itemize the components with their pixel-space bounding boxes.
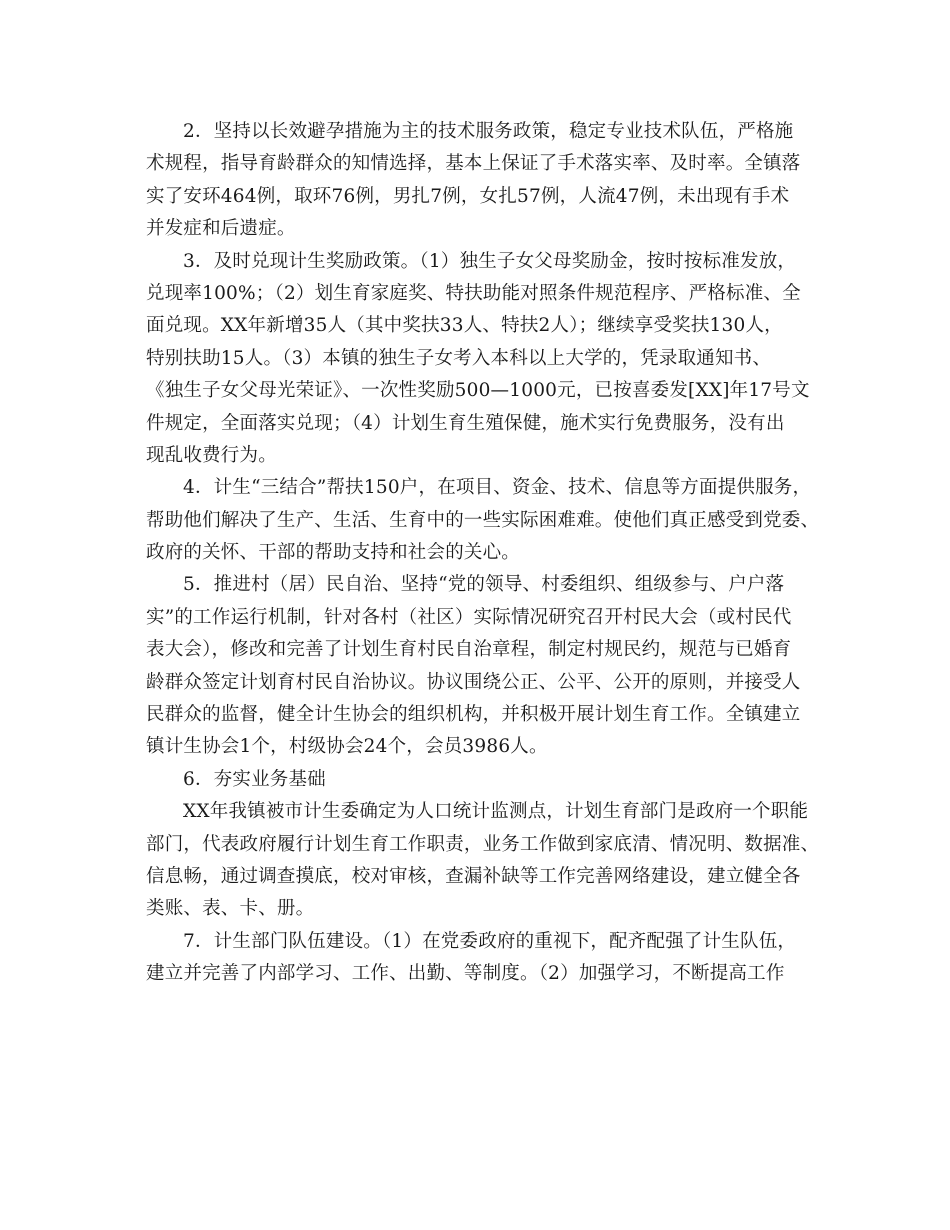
text-line: 类账、表、卡、册。 <box>146 898 315 920</box>
text-line: 《独生子女父母光荣证》、一次性奖励500—1000元，已按喜委发[XX]年17号文 <box>146 380 810 402</box>
text-line: 帮助他们解决了生产、生活、生育中的一些实际困难难。使他们真正感受到党委、 <box>146 509 820 531</box>
paragraph-5 <box>146 569 818 763</box>
text-line: 5．推进村（居）民自治、坚持“党的领导、村委组织、组级参与、户户落 <box>183 574 785 596</box>
paragraph-3 <box>146 246 818 473</box>
text-line: 政府的关怀、干部的帮助支持和社会的关心。 <box>146 542 521 564</box>
paragraph-2 <box>146 116 818 246</box>
section-heading: 6．夯实业务基础 <box>183 768 326 790</box>
text-line: 4．计生“三结合”帮扶150户，在项目、资金、技术、信息等方面提供服务， <box>183 477 812 499</box>
text-line: 并发症和后遗症。 <box>146 218 296 240</box>
text-line: 民群众的监督，健全计生协会的组织机构，并积极开展计划生育工作。全镇建立 <box>146 704 801 726</box>
text-line: 建立并完善了内部学习、工作、出勤、等制度。（2）加强学习，不断提高工作 <box>146 963 785 985</box>
text-line: 2．坚持以长效避孕措施为主的技术服务政策，稳定专业技术队伍，严格施 <box>183 121 794 142</box>
text-line: 实”的工作运行机制，针对各村（社区）实际情况研究召开村民大会（或村民代 <box>146 606 792 628</box>
text-line: 现乱收费行为。 <box>146 444 277 466</box>
text-line: 镇计生协会1个，村级协会24个，会员3986人。 <box>146 736 548 758</box>
text-line: 术规程，指导育龄群众的知情选择，基本上保证了手术落实率、及时率。全镇落 <box>146 153 801 175</box>
text-line: 特别扶助15人。（3）本镇的独生子女考入本科以上大学的，凭录取通知书、 <box>146 347 772 369</box>
text-line: 表大会），修改和完善了计划生育村民自治章程，制定村规民约，规范与已婚育 <box>146 639 792 661</box>
text-line: 信息畅，通过调查摸底，校对审核，查漏补缺等工作完善网络建设，建立健全各 <box>146 865 801 887</box>
paragraph-6-body <box>146 796 818 926</box>
text-line: 件规定，全面落实兑现；（4）计划生育生殖保健，施术实行免费服务，没有出 <box>146 412 785 434</box>
text-line: 实了安环464例，取环76例，男扎7例，女扎57例，人流47例，未出现有手术 <box>146 185 790 207</box>
text-line: 兑现率100%；（2）划生育家庭奖、特扶助能对照条件规范程序、严格标准、全 <box>146 282 801 304</box>
text-line: 面兑现。XX年新增35人（其中奖扶33人、特扶2人）；继续享受奖扶130人， <box>146 315 783 337</box>
text-line: XX年我镇被市计生委确定为人口统计监测点，计划生育部门是政府一个职能 <box>183 801 809 823</box>
text-line: 7．计生部门队伍建设。（1）在党委政府的重视下，配齐配强了计生队伍， <box>183 930 797 952</box>
text-line: 部门，代表政府履行计划生育工作职责，业务工作做到家底清、情况明、数据准、 <box>146 833 820 855</box>
paragraph-7 <box>146 926 818 991</box>
text-line: 3．及时兑现计生奖励政策。（1）独生子女父母奖励金，按时按标准发放， <box>183 250 797 272</box>
paragraph-6-heading <box>146 764 818 796</box>
text-line: 龄群众签定计划育村民自治协议。协议围绕公正、公平、公开的原则，并接受人 <box>146 671 801 693</box>
document-body <box>146 116 818 991</box>
paragraph-4 <box>146 472 818 569</box>
